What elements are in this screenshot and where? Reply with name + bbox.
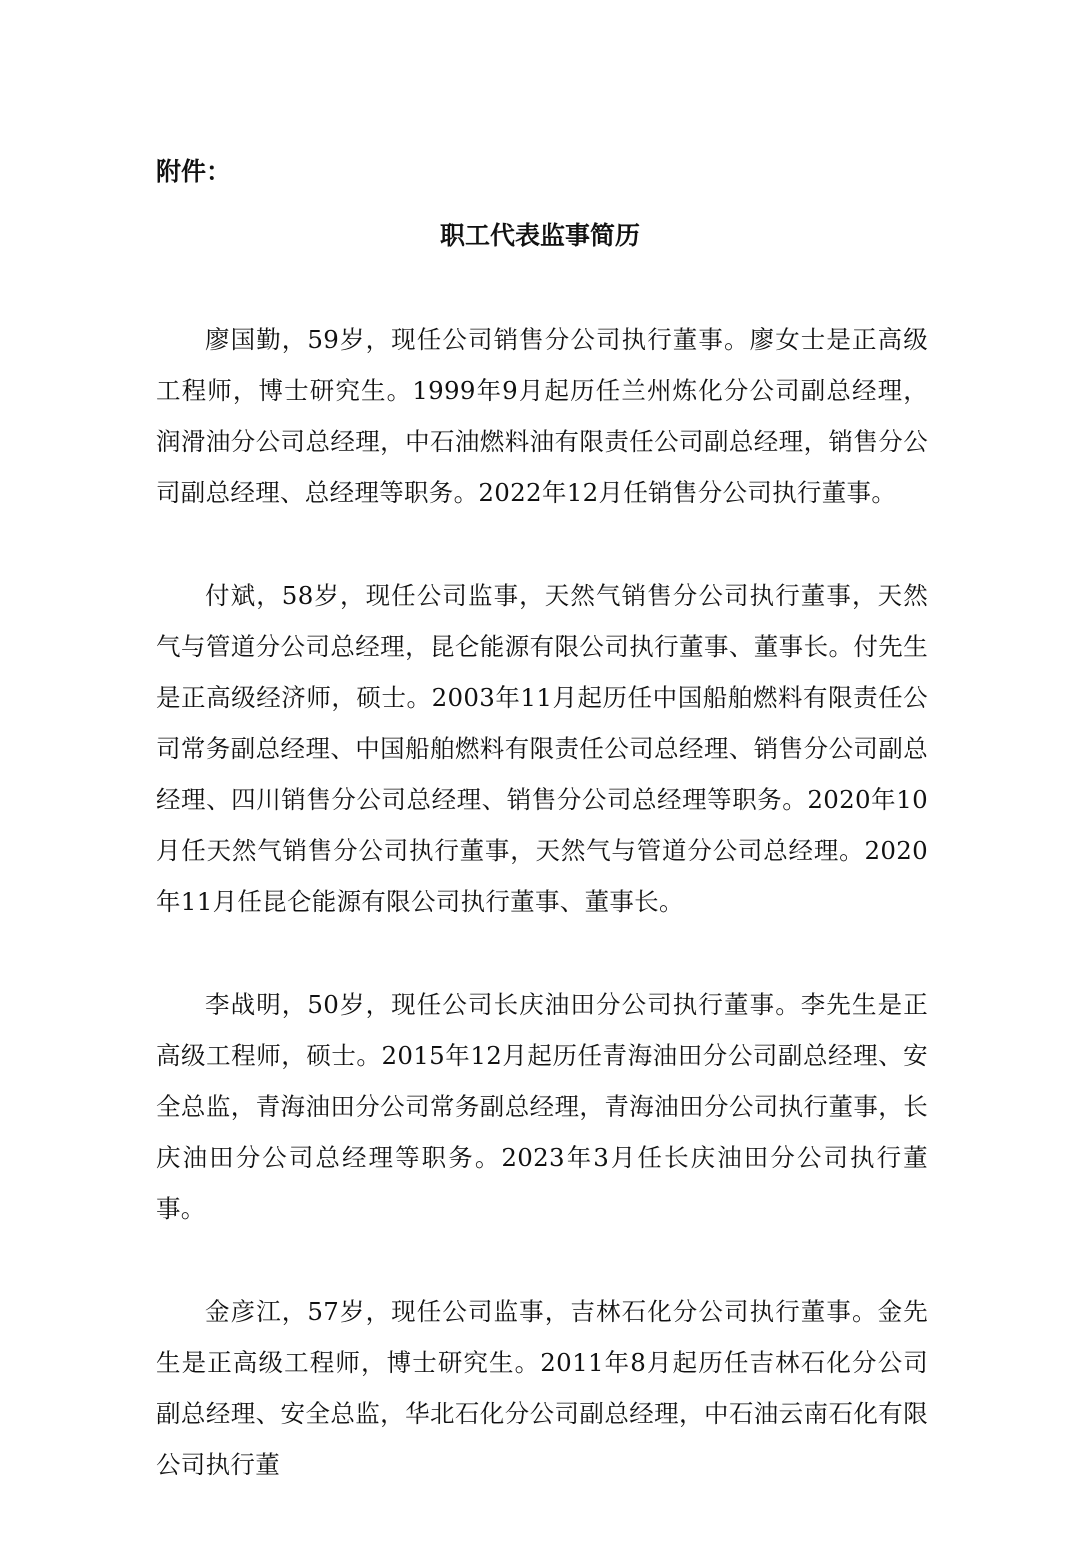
resume-paragraph-4: 金彦江，57岁，现任公司监事，吉林石化分公司执行董事。金先生是正高级工程师，博士研究生。2011年8月起历任吉林石化分公司副总经理、安全总监，华北石化分公司副总经理，中石油云南石化有限公司执行董 bbox=[156, 1297, 928, 1479]
resume-paragraph-3: 李战明，50岁，现任公司长庆油田分公司执行董事。李先生是正高级工程师，硕士。2015年12月起历任青海油田分公司副总经理、安全总监，青海油田分公司常务副总经理，青海油田分公司执行董事，长庆油田分公司总经理等职务。2023年3月任长庆油田分公司执行董事。 bbox=[156, 990, 928, 1223]
resume-paragraph-1: 廖国勤，59岁，现任公司销售分公司执行董事。廖女士是正高级工程师，博士研究生。1999年9月起历任兰州炼化分公司副总经理，润滑油分公司总经理，中石油燃料油有限责任公司副总经理，销售分公司副总经理、总经理等职务。2022年12月任销售分公司执行董事。 bbox=[156, 325, 928, 507]
document-body bbox=[156, 314, 928, 1542]
resume-paragraph-2: 付斌，58岁，现任公司监事，天然气销售分公司执行董事，天然气与管道分公司总经理，昆仑能源有限公司执行董事、董事长。付先生是正高级经济师，硕士。2003年11月起历任中国船舶燃料有限责任公司常务副总经理、中国船舶燃料有限责任公司总经理、销售分公司副总经理、四川销售分公司总经理、销售分公司总经理等职务。2020年10月任天然气销售分公司执行董事，天然气与管道分公司总经理。2020年11月任昆仑能源有限公司执行董事、董事长。 bbox=[156, 581, 928, 916]
document-title: 职工代表监事简历 bbox=[439, 221, 640, 250]
attachment-label: 附件： bbox=[156, 157, 232, 186]
